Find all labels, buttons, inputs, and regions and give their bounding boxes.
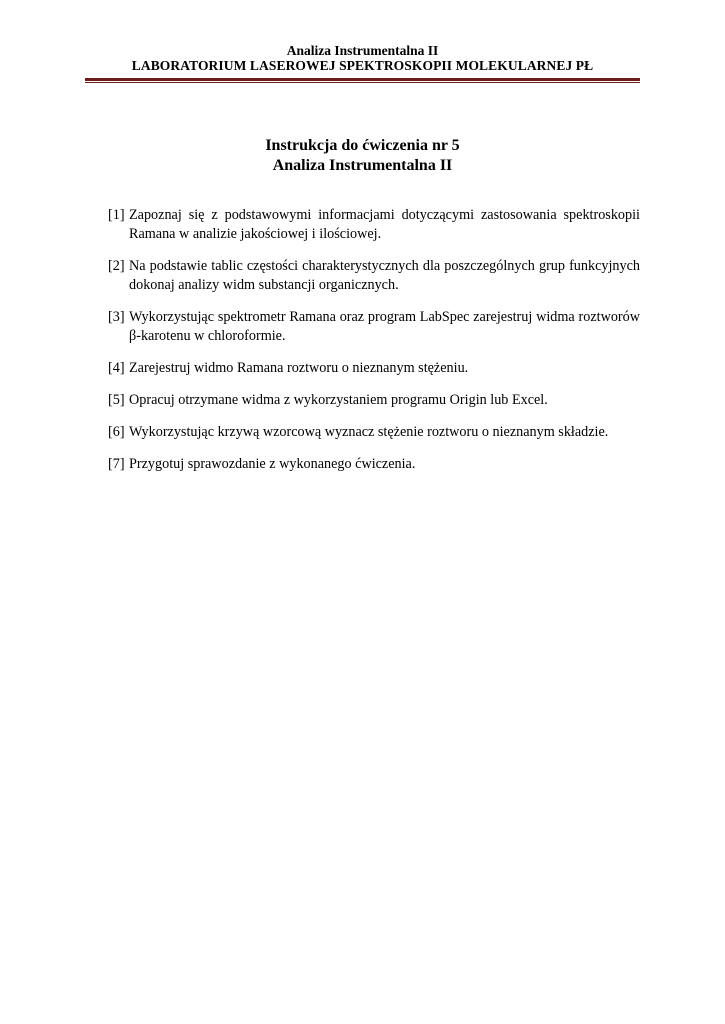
document-title — [0, 136, 725, 176]
item-number: [7] — [108, 456, 125, 472]
instruction-list — [108, 206, 640, 487]
title-instruction: Instrukcja do ćwiczenia nr 5 — [265, 137, 460, 154]
item-number: [6] — [108, 424, 125, 440]
item-number: [3] — [108, 309, 125, 325]
list-item — [108, 423, 640, 442]
header-rule-thin — [85, 82, 640, 83]
item-text: Wykorzystując spektrometr Ramana oraz program LabSpec zarejestruj widma roztworów β-karotenu w chloroformie. — [129, 309, 640, 344]
item-text: Przygotuj sprawozdanie z wykonanego ćwiczenia. — [129, 456, 416, 472]
item-text: Wykorzystując krzywą wzorcową wyznacz stężenie roztworu o nieznanym składzie. — [129, 424, 609, 440]
item-number: [1] — [108, 207, 125, 223]
item-number: [2] — [108, 258, 125, 274]
header-course-title: Analiza Instrumentalna II — [286, 43, 439, 58]
header-rule-thick — [85, 78, 640, 81]
item-number: [5] — [108, 392, 125, 408]
list-item — [108, 391, 640, 410]
list-item — [108, 206, 640, 244]
page-header — [0, 43, 725, 73]
header-lab-name: LABORATORIUM LASEROWEJ SPEKTROSKOPII MOLEKULARNEJ PŁ — [131, 58, 594, 73]
item-text: Opracuj otrzymane widma z wykorzystaniem programu Origin lub Excel. — [129, 392, 548, 408]
list-item — [108, 308, 640, 346]
list-item — [108, 455, 640, 474]
list-item — [108, 257, 640, 295]
item-text: Na podstawie tablic częstości charakterystycznych dla poszczególnych grup funkcyjnych dokonaj analizy widm substancji organicznych. — [129, 258, 640, 293]
title-subject: Analiza Instrumentalna II — [272, 157, 453, 174]
list-item — [108, 359, 640, 378]
item-text: Zapoznaj się z podstawowymi informacjami dotyczącymi zastosowania spektroskopii Ramana w analizie jakościowej i ilościowej. — [129, 207, 640, 242]
item-number: [4] — [108, 360, 125, 376]
item-text: Zarejestruj widmo Ramana roztworu o nieznanym stężeniu. — [129, 360, 469, 376]
